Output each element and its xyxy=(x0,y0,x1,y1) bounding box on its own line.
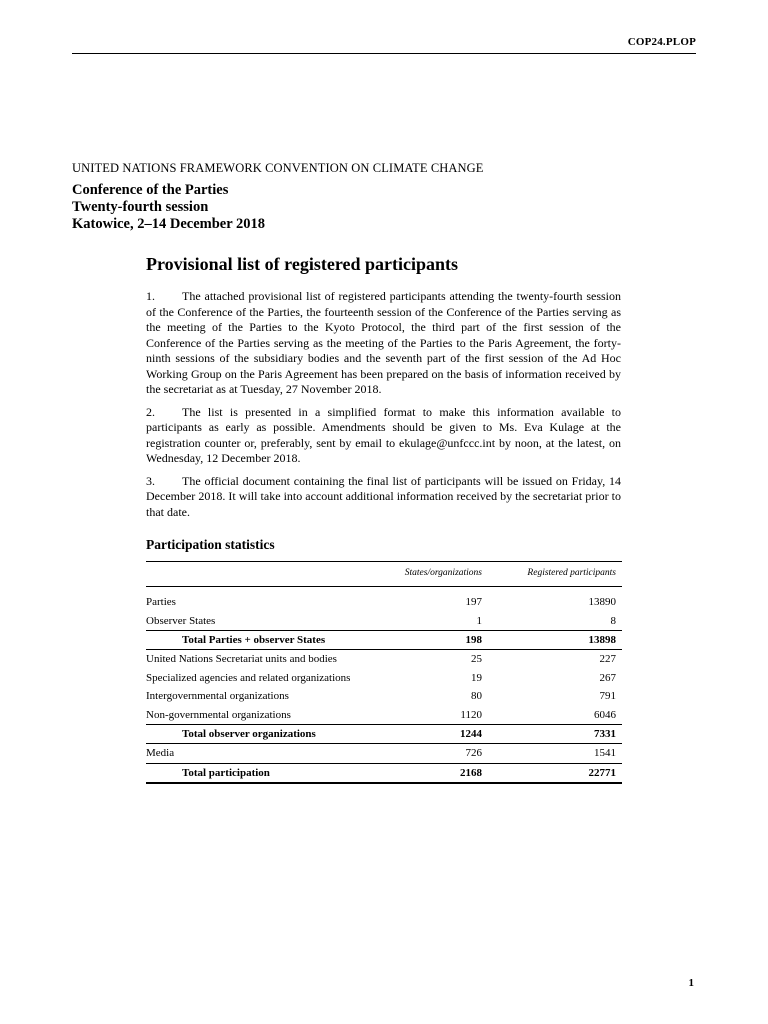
page-number: 1 xyxy=(688,977,694,989)
orgs-count: 80 xyxy=(471,690,482,703)
paragraph-number: 3. xyxy=(146,473,155,488)
participation-stats-table xyxy=(146,561,622,784)
table-row xyxy=(146,687,622,705)
grand-total-row xyxy=(146,763,622,783)
paragraph-text: The official document containing the final list of participants will be issued on Friday, 14 December 2018. It will take into account additional information received by the secretariat prior to that date. xyxy=(146,473,621,519)
session-location-date: Katowice, 2–14 December 2018 xyxy=(72,216,266,232)
paragraph-text: The attached provisional list of registered participants attending the twenty-fourth session of the Conference of the Parties, the fourteenth session of the Conference of the Parties serving as the meeting of the Parties to the Kyoto Protocol, the third part of the first session of the Conference of the Parties serving as the meeting of the Parties to the Paris Agreement, the forty-ninth sessions of the subsidiary bodies and the seventh part of the first session of the Ad Hoc Working Group on the Paris Agreement has been prepared on the basis of information received by the secretariat as at Tuesday, 27 November 2018. xyxy=(146,289,621,396)
table-row xyxy=(146,669,622,687)
column-header-participants: Registered participants xyxy=(488,562,622,587)
subtotal-row xyxy=(146,630,622,649)
column-header-orgs: States/organizations xyxy=(382,562,488,587)
orgs-count: 726 xyxy=(465,747,482,760)
session-body: Conference of the Parties xyxy=(72,182,229,198)
orgs-count: 1120 xyxy=(460,708,482,721)
row-label: Total participation xyxy=(146,763,382,783)
table-header-row xyxy=(146,562,622,587)
row-label: Total Parties + observer States xyxy=(146,630,382,649)
organization-title: UNITED NATIONS FRAMEWORK CONVENTION ON CLIMATE CHANGE xyxy=(72,161,484,175)
body-paragraphs xyxy=(146,289,621,527)
orgs-count: 2168 xyxy=(382,763,488,783)
participants-count: 227 xyxy=(599,653,616,666)
paragraph-number: 2. xyxy=(146,404,155,419)
header-rule xyxy=(72,53,696,54)
paragraph-1 xyxy=(146,289,621,398)
row-label: Non-governmental organizations xyxy=(146,708,291,721)
participants-count: 13890 xyxy=(588,596,616,609)
table-row xyxy=(146,744,622,763)
paragraph-3 xyxy=(146,474,621,521)
participants-count: 7331 xyxy=(488,724,622,743)
row-label: Media xyxy=(146,747,175,760)
stats-heading: Participation statistics xyxy=(146,537,275,552)
row-label: United Nations Secretariat units and bodies xyxy=(146,653,337,666)
orgs-count: 25 xyxy=(471,653,482,666)
session-info xyxy=(72,182,265,233)
table-row xyxy=(146,705,622,724)
label-column-header xyxy=(146,562,382,587)
participants-count: 13898 xyxy=(488,630,622,649)
document-symbol: COP24.PLOP xyxy=(627,36,696,48)
paragraph-number: 1. xyxy=(146,289,155,303)
table-row xyxy=(146,611,622,630)
row-label: Specialized agencies and related organizations xyxy=(146,671,351,684)
participants-count: 267 xyxy=(599,671,616,684)
session-number: Twenty-fourth session xyxy=(72,199,209,215)
row-label: Total observer organizations xyxy=(146,724,382,743)
row-label: Observer States xyxy=(146,614,216,627)
participants-count: 1541 xyxy=(594,747,616,760)
participants-count: 22771 xyxy=(488,763,622,783)
paragraph-text: The list is presented in a simplified format to make this information available to participants as early as possible. Amendments should be given to Ms. Eva Kulage at the registration counter or, preferably, sent by email to ekulage@unfccc.int by noon, at the latest, on Wednesday, 12 December 2018. xyxy=(146,404,621,465)
row-label: Parties xyxy=(146,596,176,609)
subtotal-row xyxy=(146,724,622,743)
participants-count: 791 xyxy=(599,690,616,703)
participants-count: 6046 xyxy=(594,708,616,721)
table-row xyxy=(146,587,622,612)
orgs-count: 198 xyxy=(382,630,488,649)
orgs-count: 1244 xyxy=(382,724,488,743)
row-label: Intergovernmental organizations xyxy=(146,690,289,703)
orgs-count: 197 xyxy=(465,596,482,609)
table-row xyxy=(146,650,622,669)
orgs-count: 19 xyxy=(471,671,482,684)
orgs-count: 1 xyxy=(476,614,482,627)
paragraph-2 xyxy=(146,405,621,467)
page-title: Provisional list of registered participants xyxy=(146,254,458,274)
participants-count: 8 xyxy=(610,614,616,627)
